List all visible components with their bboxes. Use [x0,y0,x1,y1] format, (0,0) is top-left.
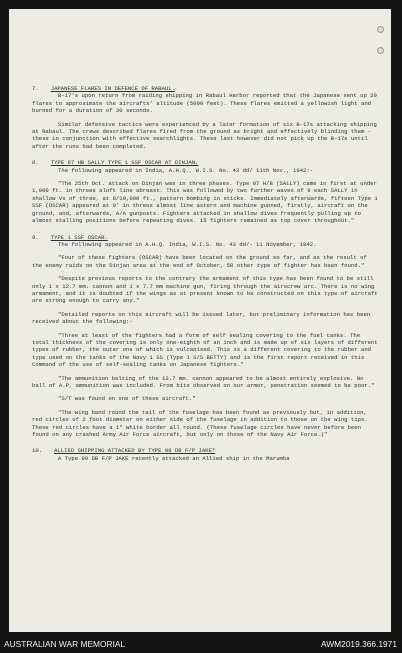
paragraph: B-17's upon return from raiding shipping in Rabaul Harbor reported that the Japanese sent up 20 flares to approximate the aircrafts' altitude (5000 feet). These flares emitted a yellowish light and burned for a duration of 30 seconds. [32,92,377,115]
footer-bar [0,636,402,653]
footer-accession-number: AWM2019.366.1971 [320,639,397,649]
document-body [32,85,379,462]
paragraph: Similar defensive tactics were experienced by a later formation of six B-17s attacking shipping at Rabaul. The crews described flares fired from the ground as bright and effectively blinding them - these in conjunction with effective searchlights. These last however did not pick up the B-17s until after the runs had been completed. [32,120,377,150]
section-title: ALLIED SHIPPING ATTACKED BY TYPE 99 DB F/P JAKE* [54,447,216,455]
section-title: JAPANESE FLARES IN DEFENCE OF RABAUL. [50,85,175,92]
paragraph: "Four of these fighters (OSCAR) have been located on the ground so far, and as the result of the enemy raids on the Dinjan area at the end of October, 50 other type of fighter has been found." [32,254,367,269]
paragraph: A Type 99 DB F/P JAKE recently attacked an Allied ship in the Marumba [58,454,290,462]
footer-institution: AUSTRALIAN WAR MEMORIAL [4,639,126,649]
section-heading [32,85,379,92]
paragraph: "Detailed reports on this aircraft will be issued later, but preliminary information has been received about the following:- [32,310,371,326]
section-number: 10. [32,447,43,455]
punch-hole-bottom [377,47,384,54]
punch-hole-top [377,26,384,33]
paragraph: "The 25th Oct. attack on Dinjan was in three phases. Type 97 H/B (SALLY) came in first at under 1,000 ft. in threes aloft line abreast. This was followed by two further waves of 9 each SALLY in shallow Vs of three, at 8/10,000 ft., pattern bombing in sticks. Immediately afterwards, fifteen Type 1 SSF (OSCAR) appeared at 0' in threes almost line astern and machine gunned, firstly, aircraft on the ground, and, afterwards, A/A gunposts. Fighters attacked in shallow dives frequently pulling up to almost stalling positions before repeating dives. 15 fighters remained as top cover throughout." [32,180,378,225]
section-title: TYPE 1 SSF OSCAR. [50,233,108,241]
paragraph: "The ammunition belting of the 12.7 mm. cannon appeared to be almost entirely explosive. No ball of A.P. ammunition was included. From bits observed on our armor, penetration seemed to be poor." [32,374,375,389]
paragraph: "S/T was found on one of these aircraft." [58,395,196,403]
section-heading [32,447,379,454]
section-number: 9. [32,233,39,241]
paragraph: The following appeared in India, A.H.Q., W.I.S. No. 43 dd/ 11th Nov., 1942:- [58,166,314,174]
section-title: TYPE 97 HB SALLY TYPE 1 SSF OSCAR AT DINJAN. [50,159,199,167]
paragraph: "The wing band round the tail of the fuselage has been found as previously but, in addition, red circles of 2 foot diameter on either side of the fuselage in addition to those on the wing tips. These red circles have a 1" white border all round. (These fuselage circles have never before been found on any crashed Army Air Force aircraft, but only on those of the Navy Air Force.)" [32,408,368,439]
paragraph: "Three at least of the fighters had a form of self sealing covering to the fuel tanks. The total thickness of the covering is only one-eighth of an inch and is made up of six layers of different types of rubber, the outer one of which is vulcanised. This is a different covering to the rubber and type used on the tanks of the Navy 1 SS (Type 1 S/S BETTY) and is the first report received in this Command of the use of self-sealing tanks on Japanese fighters." [32,331,378,369]
section-heading [32,234,379,241]
section-heading [32,159,379,166]
document-page [9,9,391,632]
section-number: 8. [32,159,39,167]
paragraph: "Despite previous reports to the contrary the armament of this type has been found to be still only 1 x 12.7 mm. cannon and 1 x 7.7 mm machine gun, firing through the airscrew arc. There is no wing armament, and it is doubted if the wings as at present known to be constructed on this type of aircraft are strong enough to carry any." [32,275,378,305]
paragraph: The following appeared in A.H.Q. India, W.I.S. No. 43 dd/- 11 November, 1942. [58,240,317,248]
section-number: 7. [32,85,39,92]
